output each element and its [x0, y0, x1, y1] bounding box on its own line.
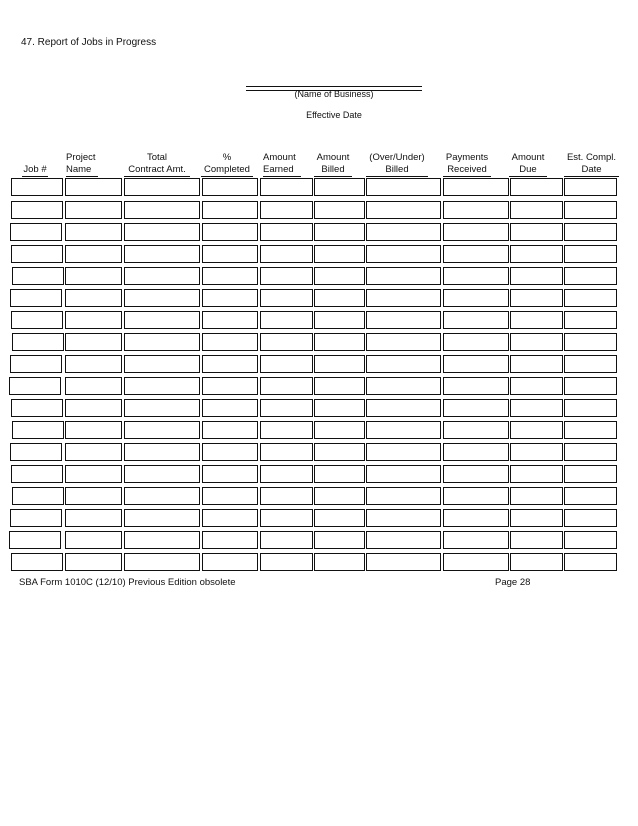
column-header-amount-earned: Amount Earned: [263, 152, 301, 177]
table-cell-amount-earned[interactable]: [260, 465, 313, 483]
table-cell-amount-billed[interactable]: [314, 245, 365, 263]
table-cell-percent-completed[interactable]: [202, 355, 258, 373]
table-cell-over-under-billed[interactable]: [366, 355, 441, 373]
table-cell-job-number[interactable]: [12, 267, 64, 285]
table-cell-job-number[interactable]: [11, 245, 63, 263]
table-cell-amount-earned[interactable]: [260, 553, 313, 571]
table-cell-est-completion-date[interactable]: [564, 509, 617, 527]
table-cell-percent-completed[interactable]: [202, 553, 258, 571]
table-cell-percent-completed[interactable]: [202, 377, 258, 395]
table-cell-est-completion-date[interactable]: [564, 201, 617, 219]
table-cell-amount-billed[interactable]: [314, 443, 365, 461]
table-cell-total-contract[interactable]: [124, 443, 200, 461]
table-cell-over-under-billed[interactable]: [366, 333, 441, 351]
table-cell-over-under-billed[interactable]: [366, 245, 441, 263]
column-header-project-name: Project Name: [66, 152, 98, 177]
table-cell-total-contract[interactable]: [124, 421, 200, 439]
table-cell-payments-received[interactable]: [443, 333, 509, 351]
table-cell-amount-due[interactable]: [510, 487, 563, 505]
table-cell-amount-billed[interactable]: [314, 377, 365, 395]
table-cell-project-name[interactable]: [65, 223, 122, 241]
table-cell-job-number[interactable]: [10, 509, 62, 527]
table-cell-est-completion-date[interactable]: [564, 289, 617, 307]
table-cell-amount-due[interactable]: [510, 377, 563, 395]
table-cell-percent-completed[interactable]: [202, 465, 258, 483]
table-cell-amount-due[interactable]: [510, 465, 563, 483]
header-row-cell-over-under-billed[interactable]: [366, 178, 441, 196]
header-row-cell-amount-billed[interactable]: [314, 178, 365, 196]
table-cell-amount-billed[interactable]: [314, 465, 365, 483]
table-cell-job-number[interactable]: [10, 443, 62, 461]
table-cell-amount-earned[interactable]: [260, 201, 313, 219]
table-cell-payments-received[interactable]: [443, 377, 509, 395]
table-cell-total-contract[interactable]: [124, 531, 200, 549]
table-cell-project-name[interactable]: [65, 377, 122, 395]
table-cell-est-completion-date[interactable]: [564, 553, 617, 571]
header-row-cell-job-number[interactable]: [11, 178, 63, 196]
table-cell-amount-billed[interactable]: [314, 355, 365, 373]
table-cell-over-under-billed[interactable]: [366, 443, 441, 461]
table-cell-payments-received[interactable]: [443, 355, 509, 373]
table-cell-amount-billed[interactable]: [314, 553, 365, 571]
table-cell-amount-billed[interactable]: [314, 399, 365, 417]
table-cell-payments-received[interactable]: [443, 531, 509, 549]
table-cell-over-under-billed[interactable]: [366, 465, 441, 483]
table-cell-amount-billed[interactable]: [314, 201, 365, 219]
table-cell-project-name[interactable]: [65, 509, 122, 527]
table-cell-payments-received[interactable]: [443, 289, 509, 307]
table-cell-amount-due[interactable]: [510, 311, 563, 329]
table-cell-over-under-billed[interactable]: [366, 531, 441, 549]
table-cell-payments-received[interactable]: [443, 487, 509, 505]
table-cell-total-contract[interactable]: [124, 333, 200, 351]
table-cell-est-completion-date[interactable]: [564, 531, 617, 549]
table-cell-amount-billed[interactable]: [314, 487, 365, 505]
table-cell-est-completion-date[interactable]: [564, 223, 617, 241]
table-cell-amount-due[interactable]: [510, 267, 563, 285]
table-cell-total-contract[interactable]: [124, 377, 200, 395]
table-cell-amount-due[interactable]: [510, 509, 563, 527]
column-header-amount-due: Amount Due: [509, 152, 547, 177]
column-header-amount-billed: Amount Billed: [314, 152, 352, 177]
table-cell-payments-received[interactable]: [443, 509, 509, 527]
table-cell-job-number[interactable]: [11, 311, 63, 329]
table-cell-amount-billed[interactable]: [314, 333, 365, 351]
table-cell-amount-earned[interactable]: [260, 245, 313, 263]
table-cell-job-number[interactable]: [10, 289, 62, 307]
table-cell-amount-due[interactable]: [510, 531, 563, 549]
table-cell-over-under-billed[interactable]: [366, 311, 441, 329]
table-cell-est-completion-date[interactable]: [564, 487, 617, 505]
table-cell-amount-billed[interactable]: [314, 289, 365, 307]
table-cell-payments-received[interactable]: [443, 443, 509, 461]
column-header-percent-completed: % Completed: [201, 152, 253, 177]
table-cell-project-name[interactable]: [65, 289, 122, 307]
table-cell-amount-billed[interactable]: [314, 311, 365, 329]
column-header-job-number: Job #: [23, 164, 47, 175]
table-cell-amount-earned[interactable]: [260, 487, 313, 505]
table-cell-amount-due[interactable]: [510, 333, 563, 351]
table-cell-percent-completed[interactable]: [202, 201, 258, 219]
column-header-est-completion-date: Est. Compl. Date: [564, 152, 619, 177]
table-cell-project-name[interactable]: [65, 311, 122, 329]
table-cell-total-contract[interactable]: [124, 553, 200, 571]
header-row-cell-amount-due[interactable]: [510, 178, 563, 196]
table-cell-payments-received[interactable]: [443, 465, 509, 483]
effective-date-label: Effective Date: [306, 110, 362, 120]
table-cell-over-under-billed[interactable]: [366, 553, 441, 571]
table-cell-job-number[interactable]: [10, 355, 62, 373]
table-cell-total-contract[interactable]: [124, 223, 200, 241]
table-cell-est-completion-date[interactable]: [564, 465, 617, 483]
table-cell-percent-completed[interactable]: [202, 311, 258, 329]
table-cell-over-under-billed[interactable]: [366, 201, 441, 219]
table-cell-amount-earned[interactable]: [260, 267, 313, 285]
table-cell-project-name[interactable]: [65, 487, 122, 505]
table-cell-amount-earned[interactable]: [260, 531, 313, 549]
table-cell-amount-billed[interactable]: [314, 531, 365, 549]
table-cell-amount-due[interactable]: [510, 289, 563, 307]
table-cell-project-name[interactable]: [65, 465, 122, 483]
table-cell-amount-earned[interactable]: [260, 333, 313, 351]
table-cell-project-name[interactable]: [65, 267, 122, 285]
table-cell-over-under-billed[interactable]: [366, 399, 441, 417]
table-cell-job-number[interactable]: [12, 333, 64, 351]
table-cell-payments-received[interactable]: [443, 267, 509, 285]
table-cell-payments-received[interactable]: [443, 223, 509, 241]
table-cell-job-number[interactable]: [12, 421, 64, 439]
table-cell-est-completion-date[interactable]: [564, 377, 617, 395]
table-cell-percent-completed[interactable]: [202, 443, 258, 461]
table-cell-job-number[interactable]: [10, 223, 62, 241]
table-cell-total-contract[interactable]: [124, 355, 200, 373]
table-cell-amount-due[interactable]: [510, 201, 563, 219]
table-cell-total-contract[interactable]: [124, 465, 200, 483]
table-cell-over-under-billed[interactable]: [366, 289, 441, 307]
table-cell-total-contract[interactable]: [124, 289, 200, 307]
table-cell-job-number[interactable]: [11, 553, 63, 571]
column-header-total-contract: Total Contract Amt.: [124, 152, 190, 177]
table-cell-total-contract[interactable]: [124, 509, 200, 527]
table-cell-est-completion-date[interactable]: [564, 399, 617, 417]
footer-page-number: Page 28: [495, 577, 531, 588]
table-cell-amount-earned[interactable]: [260, 355, 313, 373]
table-cell-est-completion-date[interactable]: [564, 421, 617, 439]
table-cell-est-completion-date[interactable]: [564, 443, 617, 461]
table-cell-total-contract[interactable]: [124, 267, 200, 285]
table-cell-amount-earned[interactable]: [260, 377, 313, 395]
table-cell-amount-due[interactable]: [510, 443, 563, 461]
table-cell-project-name[interactable]: [65, 531, 122, 549]
header-row-cell-est-completion-date[interactable]: [564, 178, 617, 196]
table-cell-amount-due[interactable]: [510, 421, 563, 439]
table-cell-payments-received[interactable]: [443, 421, 509, 439]
table-cell-est-completion-date[interactable]: [564, 355, 617, 373]
table-cell-amount-due[interactable]: [510, 245, 563, 263]
header-row-cell-amount-earned[interactable]: [260, 178, 313, 196]
table-cell-est-completion-date[interactable]: [564, 333, 617, 351]
table-cell-amount-earned[interactable]: [260, 509, 313, 527]
table-cell-amount-due[interactable]: [510, 399, 563, 417]
table-cell-job-number[interactable]: [11, 399, 63, 417]
table-cell-percent-completed[interactable]: [202, 399, 258, 417]
table-cell-percent-completed[interactable]: [202, 245, 258, 263]
table-cell-project-name[interactable]: [65, 399, 122, 417]
column-header-payments-received: Payments Received: [443, 152, 491, 177]
column-header-over-under-billed: (Over/Under) Billed: [366, 152, 428, 177]
header-row-cell-payments-received[interactable]: [443, 178, 509, 196]
table-cell-percent-completed[interactable]: [202, 289, 258, 307]
table-cell-over-under-billed[interactable]: [366, 509, 441, 527]
table-cell-amount-earned[interactable]: [260, 311, 313, 329]
table-cell-job-number[interactable]: [12, 487, 64, 505]
table-cell-percent-completed[interactable]: [202, 421, 258, 439]
table-cell-percent-completed[interactable]: [202, 223, 258, 241]
table-cell-payments-received[interactable]: [443, 399, 509, 417]
table-cell-job-number[interactable]: [9, 531, 61, 549]
header-row-cell-total-contract[interactable]: [124, 178, 200, 196]
table-cell-project-name[interactable]: [65, 355, 122, 373]
table-cell-project-name[interactable]: [65, 333, 122, 351]
table-cell-amount-due[interactable]: [510, 553, 563, 571]
table-cell-job-number[interactable]: [11, 465, 63, 483]
table-cell-amount-billed[interactable]: [314, 509, 365, 527]
table-cell-amount-billed[interactable]: [314, 267, 365, 285]
table-cell-job-number[interactable]: [9, 377, 61, 395]
header-row-cell-project-name[interactable]: [65, 178, 122, 196]
table-cell-payments-received[interactable]: [443, 311, 509, 329]
table-cell-total-contract[interactable]: [124, 245, 200, 263]
table-cell-percent-completed[interactable]: [202, 333, 258, 351]
table-cell-total-contract[interactable]: [124, 311, 200, 329]
business-name-label: (Name of Business): [294, 89, 374, 99]
table-cell-amount-due[interactable]: [510, 223, 563, 241]
table-cell-over-under-billed[interactable]: [366, 223, 441, 241]
table-cell-payments-received[interactable]: [443, 553, 509, 571]
table-cell-project-name[interactable]: [65, 553, 122, 571]
footer-form-id: SBA Form 1010C (12/10) Previous Edition obsolete: [19, 577, 236, 588]
table-cell-payments-received[interactable]: [443, 201, 509, 219]
table-cell-over-under-billed[interactable]: [366, 267, 441, 285]
table-cell-amount-billed[interactable]: [314, 421, 365, 439]
table-cell-amount-earned[interactable]: [260, 289, 313, 307]
form-title: 47. Report of Jobs in Progress: [21, 37, 157, 48]
table-cell-project-name[interactable]: [65, 443, 122, 461]
table-cell-amount-due[interactable]: [510, 355, 563, 373]
table-cell-payments-received[interactable]: [443, 245, 509, 263]
table-cell-est-completion-date[interactable]: [564, 245, 617, 263]
table-cell-percent-completed[interactable]: [202, 531, 258, 549]
table-cell-percent-completed[interactable]: [202, 267, 258, 285]
table-cell-total-contract[interactable]: [124, 201, 200, 219]
table-cell-project-name[interactable]: [65, 245, 122, 263]
table-cell-est-completion-date[interactable]: [564, 267, 617, 285]
table-cell-total-contract[interactable]: [124, 487, 200, 505]
header-row-cell-percent-completed[interactable]: [202, 178, 258, 196]
table-cell-amount-earned[interactable]: [260, 399, 313, 417]
table-cell-amount-billed[interactable]: [314, 223, 365, 241]
table-cell-percent-completed[interactable]: [202, 487, 258, 505]
table-cell-over-under-billed[interactable]: [366, 487, 441, 505]
table-cell-percent-completed[interactable]: [202, 509, 258, 527]
table-cell-over-under-billed[interactable]: [366, 421, 441, 439]
table-cell-total-contract[interactable]: [124, 399, 200, 417]
table-cell-amount-earned[interactable]: [260, 443, 313, 461]
table-cell-job-number[interactable]: [11, 201, 63, 219]
table-cell-est-completion-date[interactable]: [564, 311, 617, 329]
table-cell-over-under-billed[interactable]: [366, 377, 441, 395]
table-cell-project-name[interactable]: [65, 201, 122, 219]
table-cell-amount-earned[interactable]: [260, 223, 313, 241]
table-cell-project-name[interactable]: [65, 421, 122, 439]
table-cell-amount-earned[interactable]: [260, 421, 313, 439]
